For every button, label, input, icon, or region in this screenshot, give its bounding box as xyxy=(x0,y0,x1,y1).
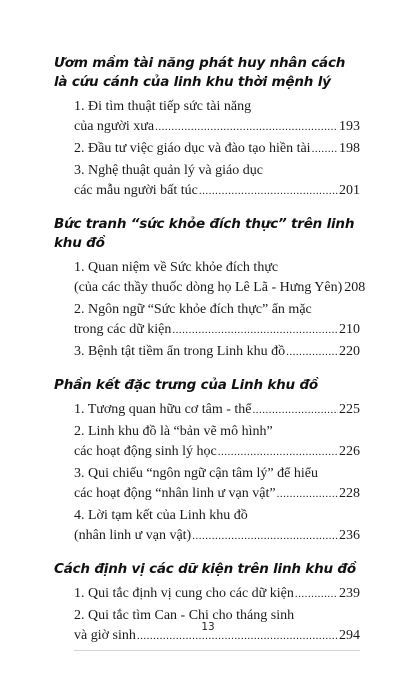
leader-dots xyxy=(286,342,338,362)
entry-page-number: 294 xyxy=(339,628,360,643)
leader-dots xyxy=(295,584,338,604)
entry-text: 3. Bệnh tật tiềm ẩn trong Linh khu đồ xyxy=(74,344,286,359)
entry-page-number: 210 xyxy=(339,322,360,337)
toc-entry[interactable] xyxy=(74,258,366,298)
section-heading-line: là cứu cánh của linh khu thời mệnh lý xyxy=(54,74,331,90)
section-heading-line: Ươm mầm tài năng phát huy nhân cách xyxy=(54,55,346,71)
entry-page-number: 193 xyxy=(339,119,360,134)
entry-text: 1. Tương quan hữu cơ tâm - thể xyxy=(74,402,252,417)
entry-text: 3. Nghệ thuật quản lý và giáo dục xyxy=(74,163,263,178)
entry-text: (nhân linh ư vạn vật) xyxy=(74,528,192,543)
leader-dots xyxy=(312,139,338,159)
entry-text: (của các thầy thuốc dòng họ Lê Lã - Hưng Yên) xyxy=(74,280,343,295)
entry-text: 1. Đi tìm thuật tiếp sức tài năng xyxy=(74,99,252,114)
toc-entry[interactable] xyxy=(74,422,360,462)
toc-section xyxy=(54,560,360,651)
toc-section xyxy=(54,376,360,546)
toc-entry[interactable] xyxy=(74,506,360,546)
toc-entry[interactable] xyxy=(74,139,360,159)
entry-text: 4. Lời tạm kết của Linh khu đồ xyxy=(74,508,248,523)
entry-text: các hoạt động sinh lý học xyxy=(74,444,217,459)
leader-dots xyxy=(155,117,338,137)
leader-dots xyxy=(277,484,338,504)
section-heading-line: Cách định vị các dữ kiện trên linh khu đồ xyxy=(54,561,356,577)
entry-page-number: 201 xyxy=(339,183,360,198)
toc-entry[interactable] xyxy=(74,161,360,201)
entry-page-number: 208 xyxy=(344,280,366,295)
entry-page-number: 228 xyxy=(339,486,360,501)
section-heading-line: Phần kết đặc trưng của Linh khu đồ xyxy=(54,377,318,393)
toc-section xyxy=(54,54,360,201)
leader-dots xyxy=(252,400,338,420)
page-number: 13 xyxy=(201,621,215,633)
leader-dots xyxy=(218,442,338,462)
section-divider xyxy=(74,650,360,651)
leader-dots xyxy=(192,526,338,546)
entry-text: và giờ sinh xyxy=(74,628,136,643)
entry-text: 2. Linh khu đồ là “bản vẽ mô hình” xyxy=(74,424,273,439)
entry-page-number: 198 xyxy=(339,141,360,156)
entry-text: trong các dữ kiện xyxy=(74,322,172,337)
section-heading xyxy=(54,560,360,579)
entry-text: các hoạt động “nhân linh ư vạn vật” xyxy=(74,486,276,501)
entry-page-number: 220 xyxy=(339,344,360,359)
entry-text: 1. Quan niệm về Sức khỏe đích thực xyxy=(74,260,279,275)
toc-section xyxy=(54,215,366,362)
section-heading xyxy=(54,376,360,395)
entry-page-number: 226 xyxy=(339,444,360,459)
entry-text: các mẫu người bất túc xyxy=(74,183,198,198)
entry-page-number: 225 xyxy=(339,402,360,417)
entry-text: 2. Ngôn ngữ “Sức khỏe đích thực” ẩn mặc xyxy=(74,302,312,317)
toc-entry[interactable] xyxy=(74,464,360,504)
toc-entry[interactable] xyxy=(74,400,360,420)
toc-entry[interactable] xyxy=(74,97,360,137)
entry-text: 2. Qui tắc tìm Can - Chi cho tháng sinh xyxy=(74,608,295,623)
entry-text: 2. Đầu tư việc giáo dục và đào tạo hiền tài xyxy=(74,141,311,156)
section-heading-line: Bức tranh “sức khỏe đích thực” trên linh khu đồ xyxy=(54,216,355,251)
section-heading xyxy=(54,215,360,253)
toc-entry[interactable] xyxy=(74,342,360,362)
entry-page-number: 239 xyxy=(339,586,360,601)
table-of-contents xyxy=(54,54,366,665)
entry-page-number: 236 xyxy=(339,528,360,543)
leader-dots xyxy=(172,320,338,340)
entry-text: của người xưa xyxy=(74,119,155,134)
entry-text: 1. Qui tắc định vị cung cho các dữ kiện xyxy=(74,586,294,601)
toc-entry[interactable] xyxy=(74,300,360,340)
entry-text: 3. Qui chiếu “ngôn ngữ cận tâm lý” để hiểu xyxy=(74,466,318,481)
section-heading xyxy=(54,54,360,92)
toc-entry[interactable] xyxy=(74,584,360,604)
leader-dots xyxy=(199,181,338,201)
